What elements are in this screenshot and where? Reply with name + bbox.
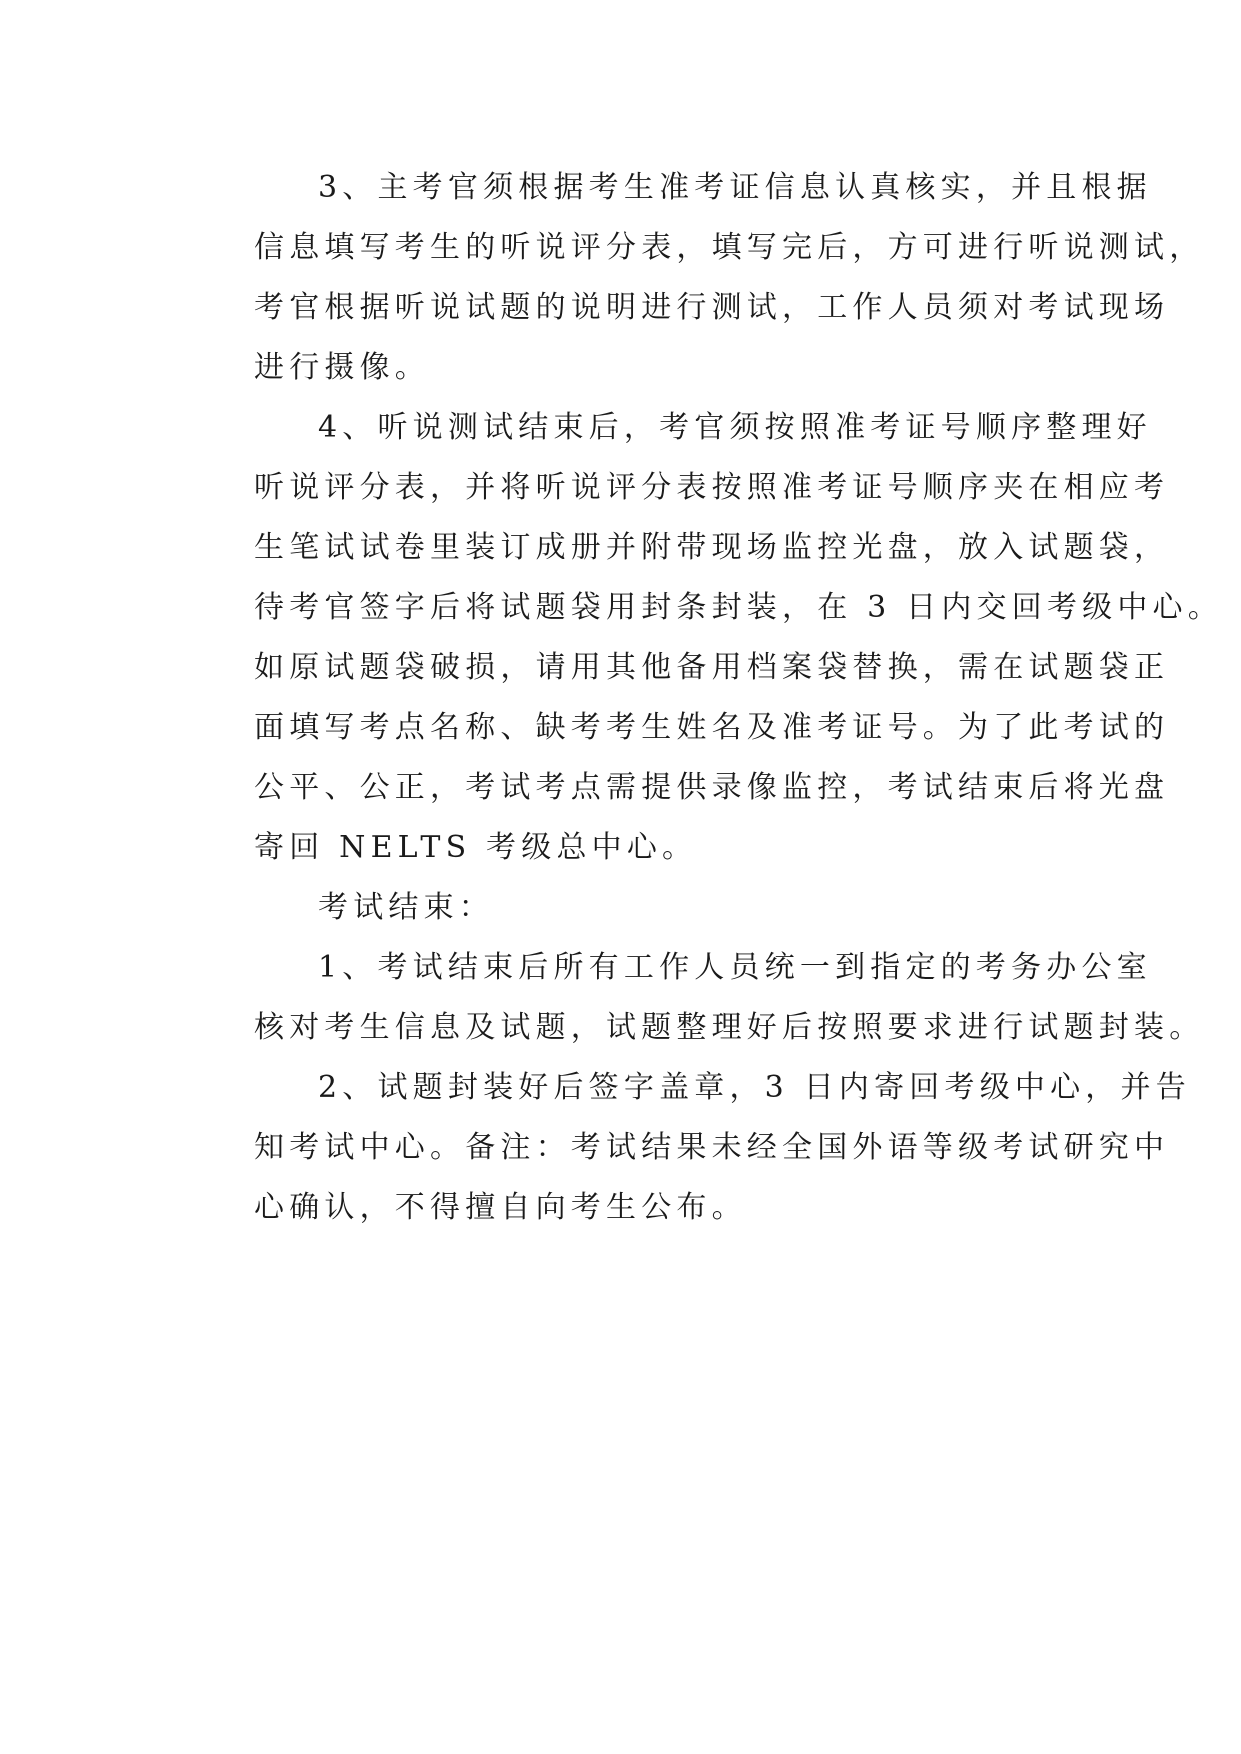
document-body [190,158,1223,1238]
text-line: 听说评分表，并将听说评分表按照准考证号顺序夹在相应考 [254,470,1170,505]
text-line: 3、主考官须根据考生准考证信息认真核实，并且根据 [318,170,1152,205]
text-line: 信息填写考生的听说评分表，填写完后，方可进行听说测试， [254,230,1205,265]
heading-line: 考试结束： [318,890,494,925]
text-line: 面填写考点名称、缺考考生姓名及准考证号。为了此考试的 [254,710,1170,745]
text-line: 心确认，不得擅自向考生公布。 [254,1190,747,1225]
text-line: 核对考生信息及试题，试题整理好后按照要求进行试题封装。 [254,1010,1205,1045]
text-line: 知考试中心。备注：考试结果未经全国外语等级考试研究中 [254,1130,1170,1165]
paragraph-item-3 [190,158,1205,398]
paragraph-end-item-2 [190,1058,1191,1238]
text-line: 待考官签字后将试题袋用封条封装，在 3 日内交回考级中心。 [254,590,1223,625]
text-line: 公平、公正，考试考点需提供录像监控，考试结束后将光盘 [254,770,1170,805]
paragraph-end-item-1 [190,938,1205,1058]
text-line: 寄回 NELTS 考级总中心。 [254,830,698,865]
text-line: 如原试题袋破损，请用其他备用档案袋替换，需在试题袋正 [254,650,1170,685]
text-line: 4、听说测试结束后，考官须按照准考证号顺序整理好 [318,410,1152,445]
text-line: 1、考试结束后所有工作人员统一到指定的考务办公室 [318,950,1152,985]
text-line: 考官根据听说试题的说明进行测试，工作人员须对考试现场 [254,290,1170,325]
text-line: 进行摄像。 [254,350,430,385]
section-heading-exam-end [190,878,1050,938]
paragraph-item-4 [190,398,1223,878]
text-line: 生笔试试卷里装订成册并附带现场监控光盘，放入试题袋， [254,530,1170,565]
text-line: 2、试题封装好后签字盖章，3 日内寄回考级中心，并告 [318,1070,1191,1105]
